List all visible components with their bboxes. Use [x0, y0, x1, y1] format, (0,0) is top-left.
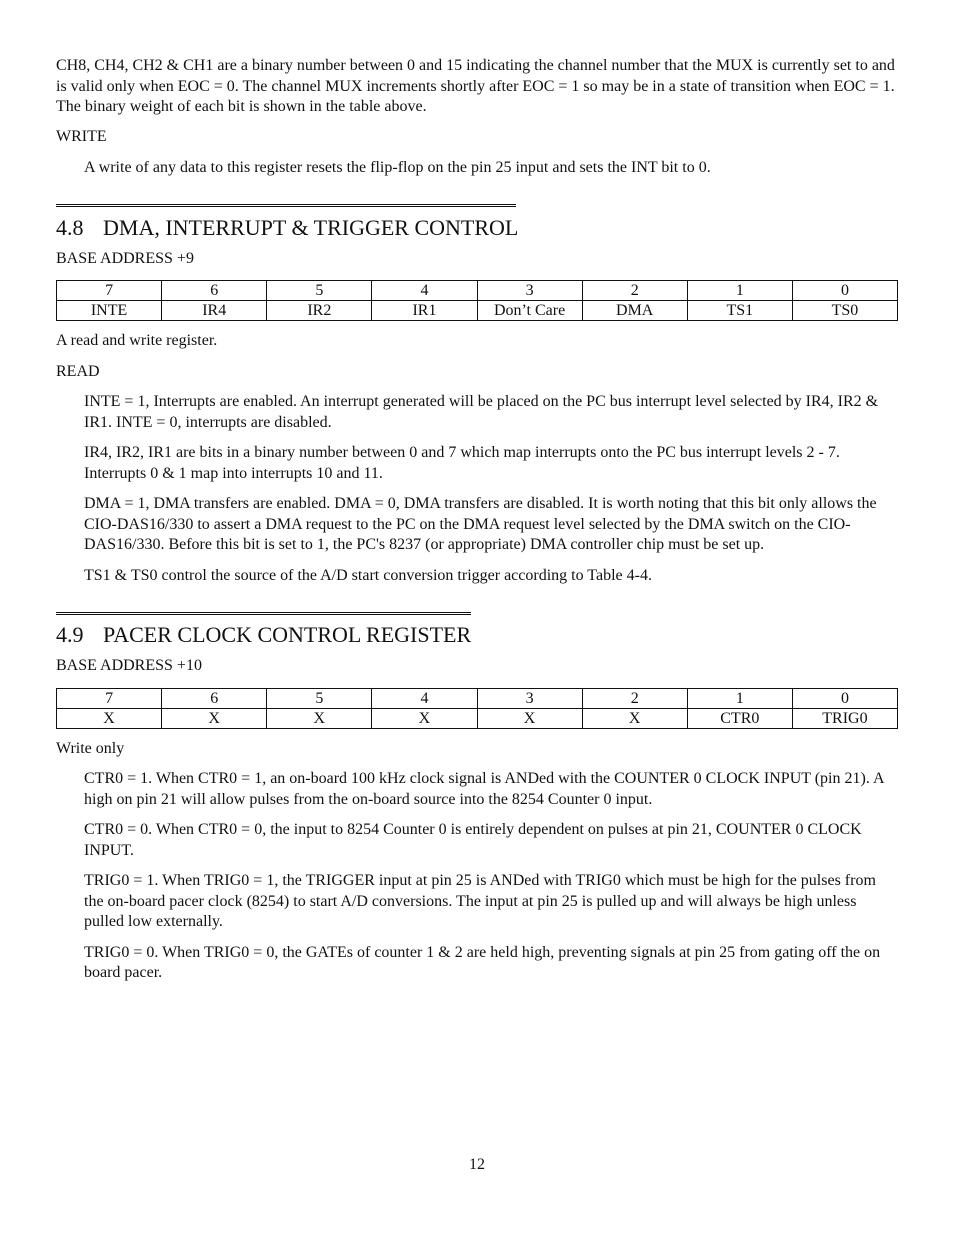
section-title: PACER CLOCK CONTROL REGISTER: [103, 622, 472, 647]
ctr0-set-description: CTR0 = 1. When CTR0 = 1, an on-board 100 kHz clock signal is ANDed with the COUNTER 0 CLOCK INPUT (pin 21). A high on pin 21 will allow pulses from the on-board source into the 8254 Counter 0 input.: [84, 770, 884, 808]
bit-name-x: X: [57, 708, 162, 728]
bit-name-ir2: IR2: [267, 301, 372, 321]
intro-paragraph: CH8, CH4, CH2 & CH1 are a binary number between 0 and 15 indicating the channel number that the MUX is currently set to and is valid only when EOC = 0. The channel MUX increments shortly after EOC = 1 so may be in a state of transition when EOC = 1. The binary weight of each bit is shown in the table above.: [56, 57, 895, 115]
bit-1: 1: [687, 688, 792, 708]
bit-name-x: X: [162, 708, 267, 728]
bit-6: 6: [162, 688, 267, 708]
bit-name-ir4: IR4: [162, 301, 267, 321]
bit-name-dont-care: Don’t Care: [477, 301, 582, 321]
section-title: DMA, INTERRUPT & TRIGGER CONTROL: [103, 214, 519, 240]
read-label: READ: [56, 362, 100, 380]
dma-description: DMA = 1, DMA transfers are enabled. DMA = 0, DMA transfers are disabled. It is worth noting that this bit only allows the CIO-DAS16/330 to assert a DMA request to the PC on the DMA request level selected by the DMA switch on the CIO-DAS16/330. Before this bit is set to 1, the PC's 8237 (or appropriate) DMA controller chip must be set up.: [84, 495, 877, 553]
page-number: 12: [469, 1156, 485, 1173]
bit-name-row: [57, 708, 898, 728]
base-address-10: BASE ADDRESS +10: [56, 657, 202, 674]
read-write-note: A read and write register.: [56, 332, 218, 349]
bit-name-inte: INTE: [57, 301, 162, 321]
inte-description: INTE = 1, Interrupts are enabled. An interrupt generated will be placed on the PC bus interrupt level selected by IR4, IR2 & IR1. INTE = 0, interrupts are disabled.: [84, 393, 879, 431]
bit-3: 3: [477, 281, 582, 301]
trig0-set-description: TRIG0 = 1. When TRIG0 = 1, the TRIGGER input at pin 25 is ANDed with TRIG0 which must be high for the pulses from the on-board pacer clock (8254) to start A/D conversions. The input at pin 25 is pulled up and will always be high unless pulled low externally.: [84, 872, 876, 930]
bit-6: 6: [162, 281, 267, 301]
bit-name-trig0: TRIG0: [792, 708, 897, 728]
bit-4: 4: [372, 281, 477, 301]
bit-2: 2: [582, 688, 687, 708]
bit-number-row: [57, 281, 898, 301]
bit-5: 5: [267, 688, 372, 708]
bit-number-row: [57, 688, 898, 708]
bit-5: 5: [267, 281, 372, 301]
write-description: A write of any data to this register resets the flip-flop on the pin 25 input and sets the INT bit to 0.: [84, 159, 711, 176]
bit-name-dma: DMA: [582, 301, 687, 321]
document-page: [56, 56, 898, 994]
base-address-9: BASE ADDRESS +9: [56, 249, 194, 267]
bit-7: 7: [57, 688, 162, 708]
bit-0: 0: [792, 688, 897, 708]
write-only-note: Write only: [56, 739, 125, 757]
section-heading-4-8: [56, 215, 898, 241]
bit-name-x: X: [267, 708, 372, 728]
bit-1: 1: [687, 281, 792, 301]
section-heading-4-9: [56, 622, 898, 648]
bit-4: 4: [372, 688, 477, 708]
bit-0: 0: [792, 281, 897, 301]
register-table-base-10: [56, 688, 898, 729]
ctr0-clear-description: CTR0 = 0. When CTR0 = 0, the input to 8254 Counter 0 is entirely dependent on pulses at pin 21, COUNTER 0 CLOCK INPUT.: [84, 821, 862, 859]
bit-name-ts1: TS1: [687, 301, 792, 321]
bit-name-ts0: TS0: [792, 301, 897, 321]
bit-name-x: X: [582, 708, 687, 728]
ir-bits-description: IR4, IR2, IR1 are bits in a binary number between 0 and 7 which map interrupts onto the PC bus interrupt levels 2 - 7. Interrupts 0 & 1 map into interrupts 10 and 11.: [84, 444, 840, 482]
bit-3: 3: [477, 688, 582, 708]
write-label: WRITE: [56, 127, 107, 145]
bit-name-ir1: IR1: [372, 301, 477, 321]
bit-name-x: X: [477, 708, 582, 728]
bit-name-row: [57, 301, 898, 321]
register-table-base-9: [56, 280, 898, 321]
section-number: 4.8: [56, 214, 84, 240]
bit-name-x: X: [372, 708, 477, 728]
section-rule-4-8: [56, 204, 516, 207]
bit-7: 7: [57, 281, 162, 301]
ts-bits-description: TS1 & TS0 control the source of the A/D start conversion trigger according to Table 4-4.: [84, 566, 652, 584]
trig0-clear-description: TRIG0 = 0. When TRIG0 = 0, the GATEs of counter 1 & 2 are held high, preventing signals at pin 25 from gating off the on board pacer.: [84, 943, 881, 981]
section-number: 4.9: [56, 622, 84, 647]
section-rule-4-9: [56, 612, 471, 615]
bit-name-ctr0: CTR0: [687, 708, 792, 728]
bit-2: 2: [582, 281, 687, 301]
